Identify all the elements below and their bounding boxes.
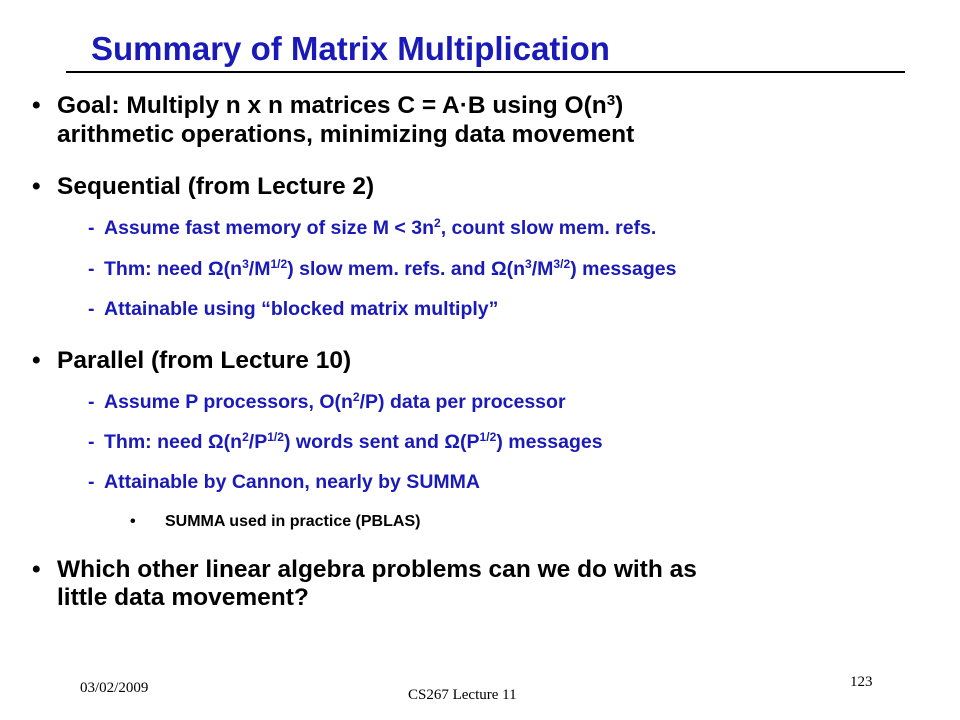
dash-marker: - — [88, 298, 95, 320]
sequential-heading: Sequential (from Lecture 2) — [57, 173, 375, 200]
parallel-heading: Parallel (from Lecture 10) — [57, 347, 352, 374]
dash-marker: - — [88, 217, 95, 239]
parallel-item-3-text: Attainable by Cannon, nearly by SUMMA — [104, 471, 480, 493]
parallel-item-1-text: Assume P processors, $O(n^2/P)$ data per processor — [104, 390, 566, 413]
bullet-dot: • — [32, 173, 41, 200]
bullet-dot: • — [32, 92, 41, 119]
goal-line-2: arithmetic operations, minimizing data movement — [57, 121, 635, 148]
question-line-2: little data movement? — [57, 584, 309, 611]
bullet-dot: • — [130, 513, 136, 530]
footer-date: 03/02/2009 — [80, 680, 149, 696]
parallel-sub-item-text: SUMMA used in practice (PBLAS) — [165, 513, 421, 530]
question-line-1: Which other linear algebra problems can we do with as — [57, 556, 697, 583]
dash-marker: - — [88, 431, 95, 453]
sequential-item-1-text: Assume fast memory of size $M < 3n^2$, count slow mem. refs. — [104, 216, 657, 239]
dash-marker: - — [88, 258, 95, 280]
sequential-item-3-text: Attainable using “blocked matrix multiply” — [104, 298, 499, 320]
slide-title: Summary of Matrix Multiplication — [91, 30, 610, 67]
bullet-dot: • — [32, 347, 41, 374]
footer-course: CS267 Lecture 11 — [408, 687, 517, 703]
title-underline — [66, 71, 905, 73]
omega-symbol: Ω — [490, 258, 507, 280]
omega-symbol: Ω — [208, 258, 224, 280]
omega-symbol: Ω — [208, 431, 224, 453]
parallel-item-2-text: Thm: need $\Omega(n^2/P^{1/2})$ words sent and $\Omega(P^{1/2})$ messages — [104, 430, 603, 453]
dash-marker: - — [88, 391, 95, 413]
footer-page-number: 123 — [850, 674, 873, 690]
bullet-dot: • — [32, 556, 41, 583]
dash-marker: - — [88, 471, 95, 493]
sequential-item-2-text: Thm: need $\Omega(n^3/M^{1/2})$ slow mem. refs. and $\Omega(n^3/M^{3/2})$ messages — [104, 257, 677, 280]
omega-symbol: Ω — [444, 431, 461, 453]
goal-line-1: Goal: Multiply n x n matrices C = A·B using $O(n^3)$ — [57, 91, 624, 119]
